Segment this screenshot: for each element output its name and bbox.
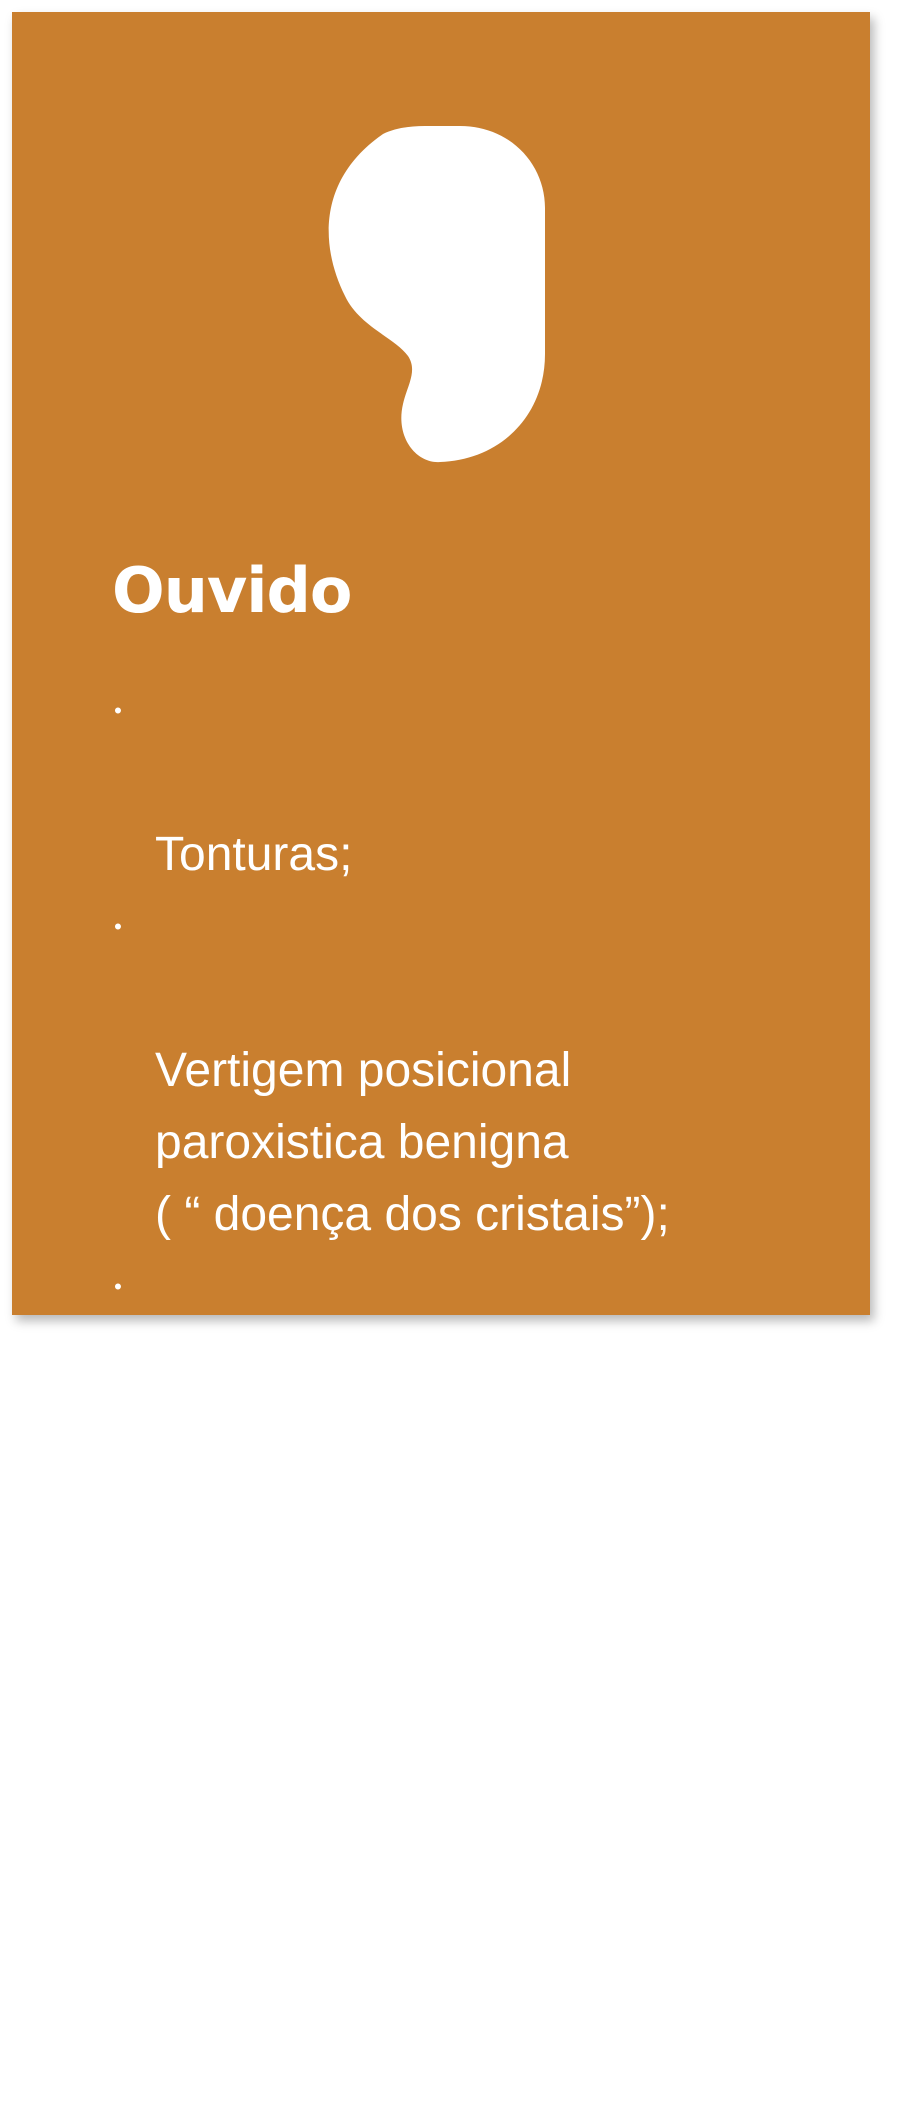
list-item-label: Zumbido. — [155, 2052, 356, 2105]
bullet-icon: • — [114, 1706, 122, 1731]
bullet-icon: • — [114, 698, 122, 723]
list-item-label: Desequilíbrio; — [155, 1404, 449, 1457]
list-item — [108, 1251, 848, 1467]
bullet-icon: • — [114, 914, 122, 939]
bullet-icon: • — [114, 1922, 122, 1947]
list-item-label: Vertigem posicional paroxistica benigna ( “ doença dos cristais”); — [155, 1044, 670, 1241]
list-item — [108, 1899, 848, 2115]
list-item — [108, 1683, 848, 1899]
list-item-label: Perdas auditivas; — [155, 1836, 524, 1889]
list-item — [108, 891, 848, 1251]
list-item-label: Neurite vestibular; — [155, 1620, 542, 1673]
bullet-icon: • — [114, 1274, 122, 1299]
ear-icon — [325, 126, 547, 466]
list-item — [108, 675, 848, 891]
list-item — [108, 1467, 848, 1683]
bullet-icon: • — [114, 1490, 122, 1515]
symptom-list — [108, 675, 848, 2115]
card-title: Ouvido — [112, 554, 352, 627]
info-card — [12, 12, 870, 2105]
list-item-label: Tonturas; — [155, 828, 353, 881]
